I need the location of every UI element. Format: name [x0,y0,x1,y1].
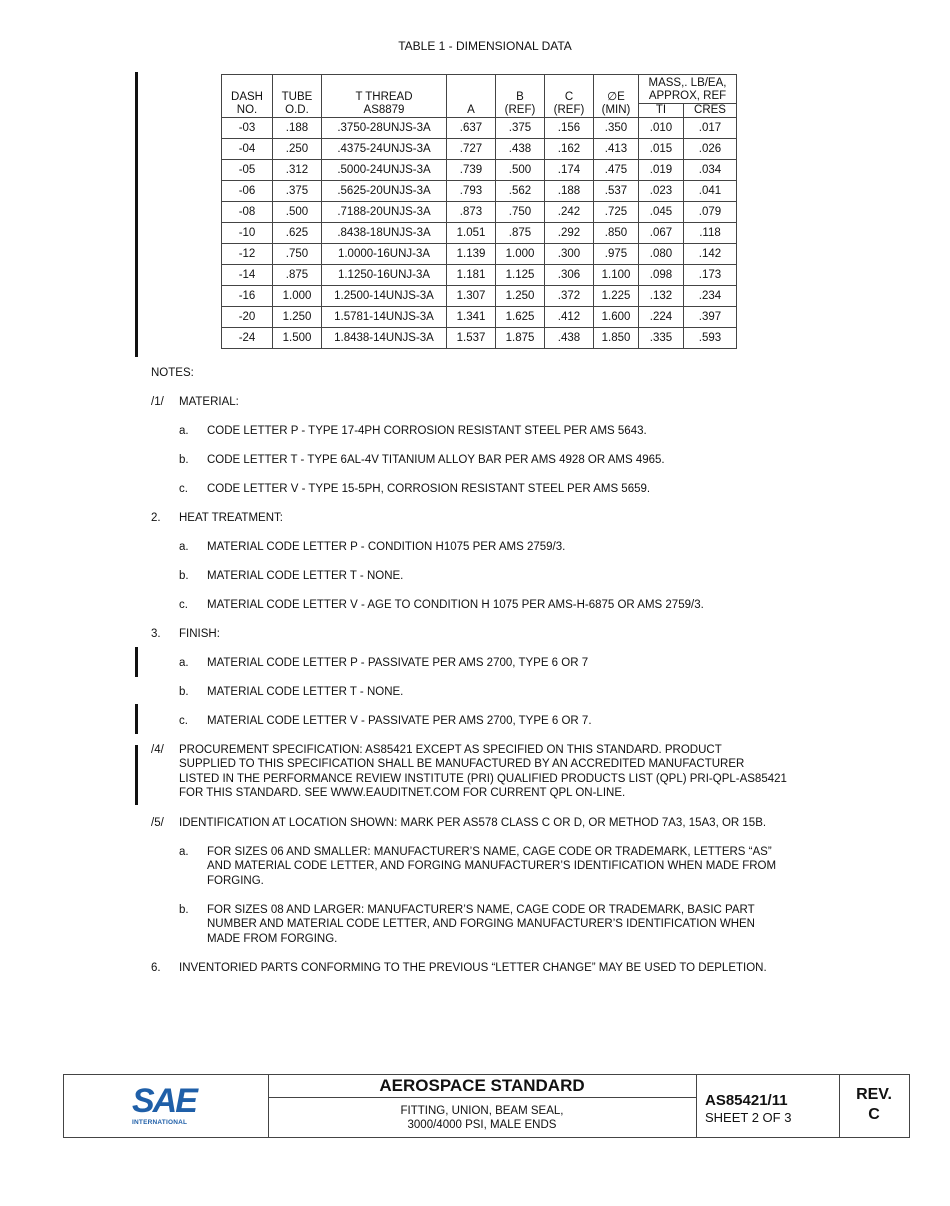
table-title: TABLE 1 - DIMENSIONAL DATA [398,39,572,53]
table-cell: 1.225 [594,286,639,307]
table-row [222,202,737,223]
table-cell: .019 [639,160,684,181]
table-cell: -14 [222,265,273,286]
col-ti: TI [639,104,684,118]
revision-bar [135,72,138,357]
table-cell: .593 [684,328,737,349]
revision-value: C [868,1106,880,1123]
item-letter: a. [179,846,189,858]
item-text: MATERIAL CODE LETTER V - PASSIVATE PER AMS 2700, TYPE 6 OR 7. [207,715,592,727]
table-cell: 1.850 [594,328,639,349]
table-cell: .873 [447,202,496,223]
text-line: MADE FROM FORGING. [207,932,338,945]
item-text [207,845,867,888]
table-cell: .234 [684,286,737,307]
table-cell: 1.051 [447,223,496,244]
table-cell: -20 [222,307,273,328]
table-cell: .306 [545,265,594,286]
table-cell: 1.600 [594,307,639,328]
table-cell: .041 [684,181,737,202]
table-cell: .156 [545,118,594,139]
table-cell: .312 [273,160,322,181]
item-text: CODE LETTER P - TYPE 17-4PH CORROSION RESISTANT STEEL PER AMS 5643. [207,425,647,437]
item-text: MATERIAL CODE LETTER P - PASSIVATE PER AMS 2700, TYPE 6 OR 7 [207,657,589,669]
table-cell: .875 [273,265,322,286]
table-row [222,139,737,160]
table-cell: .7188-20UNJS-3A [322,202,447,223]
text-line: FOR THIS STANDARD. SEE WWW.EAUDITNET.COM FOR CURRENT QPL ON-LINE. [179,787,626,800]
table-cell: .017 [684,118,737,139]
col-cres: CRES [684,104,737,118]
table-cell: 1.1250-16UNJ-3A [322,265,447,286]
table-cell: 1.875 [496,328,545,349]
table-row [222,265,737,286]
text-line: FORGING. [207,874,264,887]
table-cell: -03 [222,118,273,139]
item-text: MATERIAL CODE LETTER T - NONE. [207,686,404,698]
table-cell: .045 [639,202,684,223]
table-cell: 1.250 [496,286,545,307]
table-cell: -24 [222,328,273,349]
revision-bar [135,647,138,677]
table-cell: .132 [639,286,684,307]
table-cell: .750 [273,244,322,265]
table-cell: .537 [594,181,639,202]
table-cell: .637 [447,118,496,139]
table-row [222,181,737,202]
text-line: FOR SIZES 06 AND SMALLER: MANUFACTURER’S NAME, CAGE CODE OR TRADEMARK, LETTERS “AS” [207,846,772,858]
text-line: SUPPLIED TO THIS SPECIFICATION SHALL BE MANUFACTURED BY AN ACCREDITED MANUFACTURER [179,758,745,771]
table-cell: .162 [545,139,594,160]
revision-bar [135,704,138,734]
table-row [222,286,737,307]
note-number: /1/ [151,396,164,408]
table-cell: .026 [684,139,737,160]
table-cell: .142 [684,244,737,265]
text-line: PROCUREMENT SPECIFICATION: AS85421 EXCEPT AS SPECIFIED ON THIS STANDARD. PRODUCT [179,744,722,756]
table-cell: .5625-20UNJS-3A [322,181,447,202]
note-text: INVENTORIED PARTS CONFORMING TO THE PREVIOUS “LETTER CHANGE” MAY BE USED TO DEPLETION. [179,962,767,974]
item-text [207,903,867,946]
notes-heading: NOTES: [151,367,194,379]
text-line: FITTING, UNION, BEAM SEAL, [400,1105,564,1117]
item-text: MATERIAL CODE LETTER T - NONE. [207,570,404,582]
col-mass: MASS,. LB/EA, APPROX, REF [639,75,737,104]
sheet-number: SHEET 2 OF 3 [705,1110,792,1125]
col-c: C (REF) [545,75,594,118]
item-letter: a. [179,425,189,437]
item-letter: a. [179,657,189,669]
dimensional-data-table [221,74,737,349]
table-cell: .500 [273,202,322,223]
item-text: MATERIAL CODE LETTER P - CONDITION H1075 PER AMS 2759/3. [207,541,566,553]
item-letter: b. [179,454,189,466]
table-row [222,244,737,265]
table-cell: 1.000 [273,286,322,307]
note-title: MATERIAL: [179,396,239,408]
table-cell: .3750-28UNJS-3A [322,118,447,139]
logo-subtext: INTERNATIONAL [132,1119,188,1126]
table-row [222,160,737,181]
table-cell: .250 [273,139,322,160]
title-block [63,1074,910,1138]
table-row [222,223,737,244]
table-cell: .375 [496,118,545,139]
table-cell: -12 [222,244,273,265]
item-letter: c. [179,599,188,611]
table-cell: .727 [447,139,496,160]
table-cell: .034 [684,160,737,181]
standard-heading: AEROSPACE STANDARD [268,1075,696,1098]
note-number: 2. [151,512,161,524]
col-b: B (REF) [496,75,545,118]
table-cell: .438 [545,328,594,349]
table-cell: .118 [684,223,737,244]
table-cell: .475 [594,160,639,181]
revision-label: REV. [856,1086,892,1103]
table-cell: 1.000 [496,244,545,265]
table-cell: 1.500 [273,328,322,349]
table-cell: .413 [594,139,639,160]
part-description [268,1104,696,1132]
table-cell: .500 [496,160,545,181]
text-line: FOR SIZES 08 AND LARGER: MANUFACTURER’S NAME, CAGE CODE OR TRADEMARK, BASIC PART [207,904,755,916]
item-text: CODE LETTER V - TYPE 15-5PH, CORROSION RESISTANT STEEL PER AMS 5659. [207,483,651,495]
item-text: MATERIAL CODE LETTER V - AGE TO CONDITION H 1075 PER AMS-H-6875 OR AMS 2759/3. [207,599,704,611]
table-cell: .080 [639,244,684,265]
table-cell: .5000-24UNJS-3A [322,160,447,181]
table-cell: .292 [545,223,594,244]
table-cell: .375 [273,181,322,202]
table-cell: .067 [639,223,684,244]
table-cell: .438 [496,139,545,160]
table-row [222,307,737,328]
table-cell: 1.307 [447,286,496,307]
table-cell: .725 [594,202,639,223]
sae-logo [64,1075,269,1137]
text-line: LISTED IN THE PERFORMANCE REVIEW INSTITUTE (PRI) QUALIFIED PRODUCTS LIST (QPL) PRI-QPL-AS85421 [179,772,787,785]
col-dash: DASH NO. [222,75,273,118]
table-cell: 1.139 [447,244,496,265]
table-cell: .739 [447,160,496,181]
table-cell: .010 [639,118,684,139]
table-cell: .750 [496,202,545,223]
item-letter: c. [179,483,188,495]
col-thread: T THREAD AS8879 [322,75,447,118]
table-cell: .224 [639,307,684,328]
table-cell: 1.625 [496,307,545,328]
title-description [268,1075,697,1137]
note-title: FINISH: [179,628,220,640]
table-cell: .173 [684,265,737,286]
note-4-text [179,743,869,801]
table-cell: .625 [273,223,322,244]
table-cell: .4375-24UNJS-3A [322,139,447,160]
col-tube: TUBE O.D. [273,75,322,118]
item-letter: b. [179,686,189,698]
table-cell: .079 [684,202,737,223]
table-cell: .188 [545,181,594,202]
table-row [222,328,737,349]
table-cell: .850 [594,223,639,244]
table-cell: .174 [545,160,594,181]
table-cell: 1.5781-14UNJS-3A [322,307,447,328]
table-cell: .335 [639,328,684,349]
note-title: IDENTIFICATION AT LOCATION SHOWN: MARK PER AS578 CLASS C OR D, OR METHOD 7A3, 15A3, OR 15B. [179,817,767,829]
revision-bar [135,745,138,805]
table-cell: -05 [222,160,273,181]
table-cell: 1.125 [496,265,545,286]
revision-cell [839,1075,909,1137]
table-cell: -04 [222,139,273,160]
table-cell: .975 [594,244,639,265]
item-letter: b. [179,904,189,916]
note-title: HEAT TREATMENT: [179,512,283,524]
item-letter: b. [179,570,189,582]
text-line: AND MATERIAL CODE LETTER, AND FORGING MANUFACTURER’S IDENTIFICATION WHEN MADE FROM [207,860,777,873]
note-number: 6. [151,962,161,974]
table-cell: .397 [684,307,737,328]
table-cell: 1.181 [447,265,496,286]
table-cell: 1.2500-14UNJS-3A [322,286,447,307]
table-cell: .188 [273,118,322,139]
table-cell: .793 [447,181,496,202]
item-letter: c. [179,715,188,727]
table-cell: .350 [594,118,639,139]
table-cell: 1.250 [273,307,322,328]
table-cell: .372 [545,286,594,307]
table-cell: .242 [545,202,594,223]
note-number: /5/ [151,817,164,829]
table-row [222,118,737,139]
table-cell: -08 [222,202,273,223]
table-cell: 1.0000-16UNJ-3A [322,244,447,265]
document-number: AS85421/11 [705,1092,788,1109]
text-line: NUMBER AND MATERIAL CODE LETTER, AND FORGING MANUFACTURER’S IDENTIFICATION WHEN [207,918,755,931]
logo-mark: SAE [132,1082,196,1120]
table-cell: .412 [545,307,594,328]
table-cell: -16 [222,286,273,307]
col-e: ∅E (MIN) [594,75,639,118]
note-number: /4/ [151,744,164,756]
note-number: 3. [151,628,161,640]
item-text: CODE LETTER T - TYPE 6AL-4V TITANIUM ALLOY BAR PER AMS 4928 OR AMS 4965. [207,454,665,466]
table-cell: .015 [639,139,684,160]
table-cell: .8438-18UNJS-3A [322,223,447,244]
table-cell: .098 [639,265,684,286]
table-cell: 1.8438-14UNJS-3A [322,328,447,349]
table-cell: 1.537 [447,328,496,349]
document-number-cell [696,1075,840,1137]
table-cell: .300 [545,244,594,265]
table-cell: 1.341 [447,307,496,328]
table-cell: -06 [222,181,273,202]
text-line: 3000/4000 PSI, MALE ENDS [407,1119,557,1131]
table-cell: .562 [496,181,545,202]
table-cell: .875 [496,223,545,244]
col-a: A [447,75,496,118]
table-cell: .023 [639,181,684,202]
item-letter: a. [179,541,189,553]
table-cell: -10 [222,223,273,244]
table-cell: 1.100 [594,265,639,286]
